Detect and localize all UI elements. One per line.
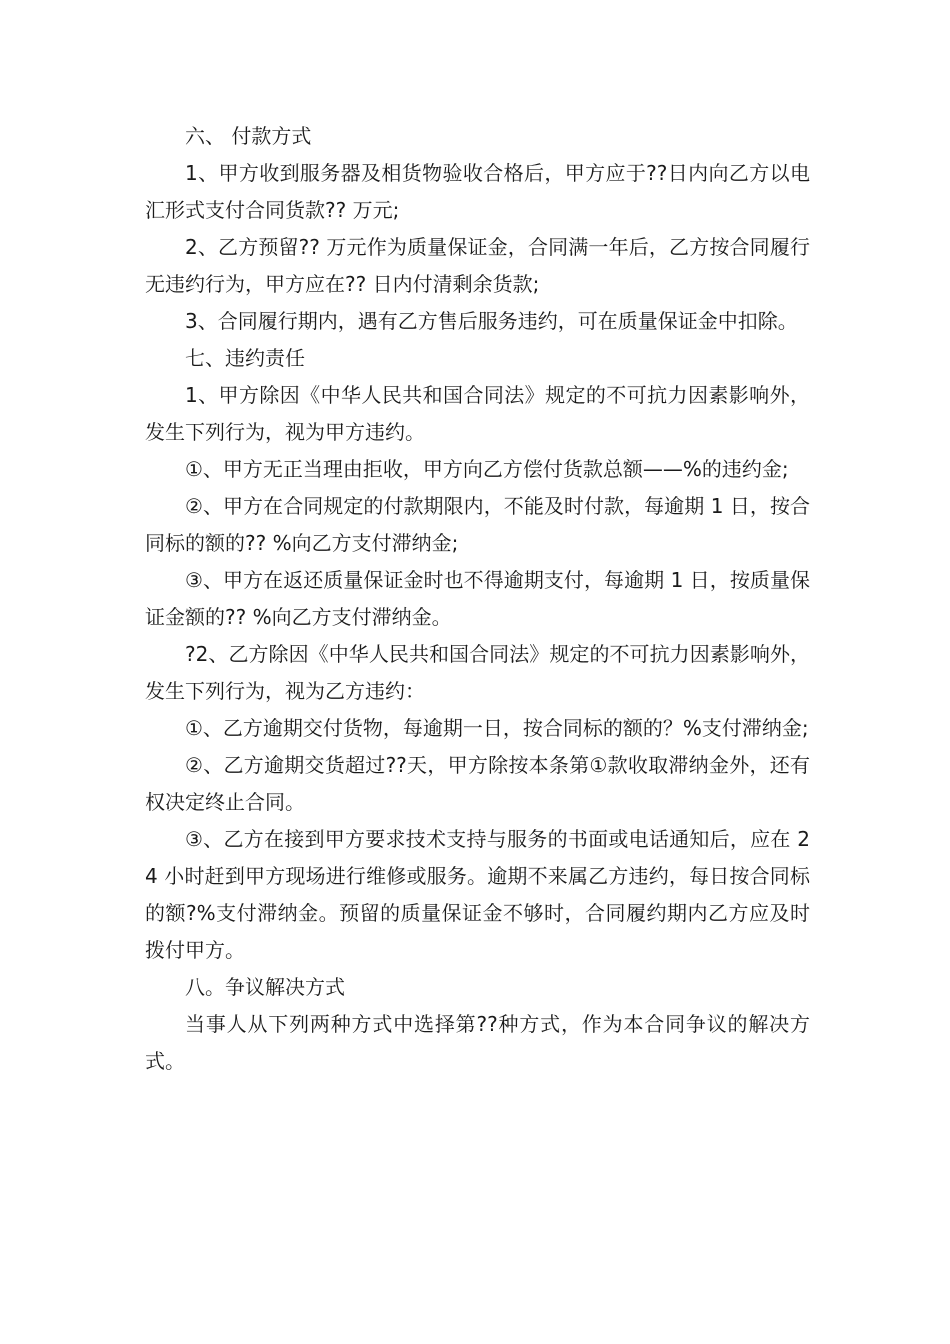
paragraph-liability-party-a: 1、甲方除因《中华人民共和国合同法》规定的不可抗力因素影响外，发生下列行为，视为甲方违约。 — [145, 383, 810, 444]
paragraph-liability-b-item-1: ①、乙方逾期交付货物，每逾期一日，按合同标的额的？%支付滞纳金; — [185, 716, 809, 740]
paragraph-liability-b-item-2: ②、乙方逾期交货超过??天，甲方除按本条第①款收取滞纳金外，还有权决定终止合同。 — [145, 753, 810, 814]
paragraph-payment-3: 3、合同履行期内，遇有乙方售后服务违约，可在质量保证金中扣除。 — [185, 309, 798, 333]
paragraph-dispute: 当事人从下列两种方式中选择第??种方式，作为本合同争议的解决方式。 — [145, 1012, 810, 1073]
paragraph-payment-1: 1、甲方收到服务器及相货物验收合格后，甲方应于??日内向乙方以电汇形式支付合同货款?? 万元; — [145, 161, 810, 222]
paragraph-liability-a-item-1: ①、甲方无正当理由拒收，甲方向乙方偿付货款总额——%的违约金; — [185, 457, 789, 481]
section-heading-payment: 六、 付款方式 — [185, 124, 312, 148]
section-heading-dispute: 八。争议解决方式 — [185, 975, 345, 999]
document-body — [145, 118, 810, 1080]
paragraph-liability-a-item-3: ③、甲方在返还质量保证金时也不得逾期支付，每逾期 1 日，按质量保证金额的?? %向乙方支付滞纳金。 — [145, 568, 810, 629]
paragraph-liability-party-b: ?2、乙方除因《中华人民共和国合同法》规定的不可抗力因素影响外，发生下列行为，视为乙方违约： — [145, 642, 810, 703]
paragraph-liability-a-item-2: ②、甲方在合同规定的付款期限内，不能及时付款，每逾期 1 日，按合同标的额的?? %向乙方支付滞纳金; — [145, 494, 810, 555]
paragraph-liability-b-item-3: ③、乙方在接到甲方要求技术支持与服务的书面或电话通知后，应在 24 小时赶到甲方现场进行维修或服务。逾期不来属乙方违约，每日按合同标的额?%支付滞纳金。预留的质量保证金不够时，合同履约期内乙方应及时拨付甲方。 — [145, 827, 810, 962]
paragraph-payment-2: 2、乙方预留?? 万元作为质量保证金，合同满一年后，乙方按合同履行无违约行为，甲方应在?? 日内付清剩余货款; — [145, 235, 810, 296]
section-heading-liability: 七、违约责任 — [185, 346, 305, 370]
